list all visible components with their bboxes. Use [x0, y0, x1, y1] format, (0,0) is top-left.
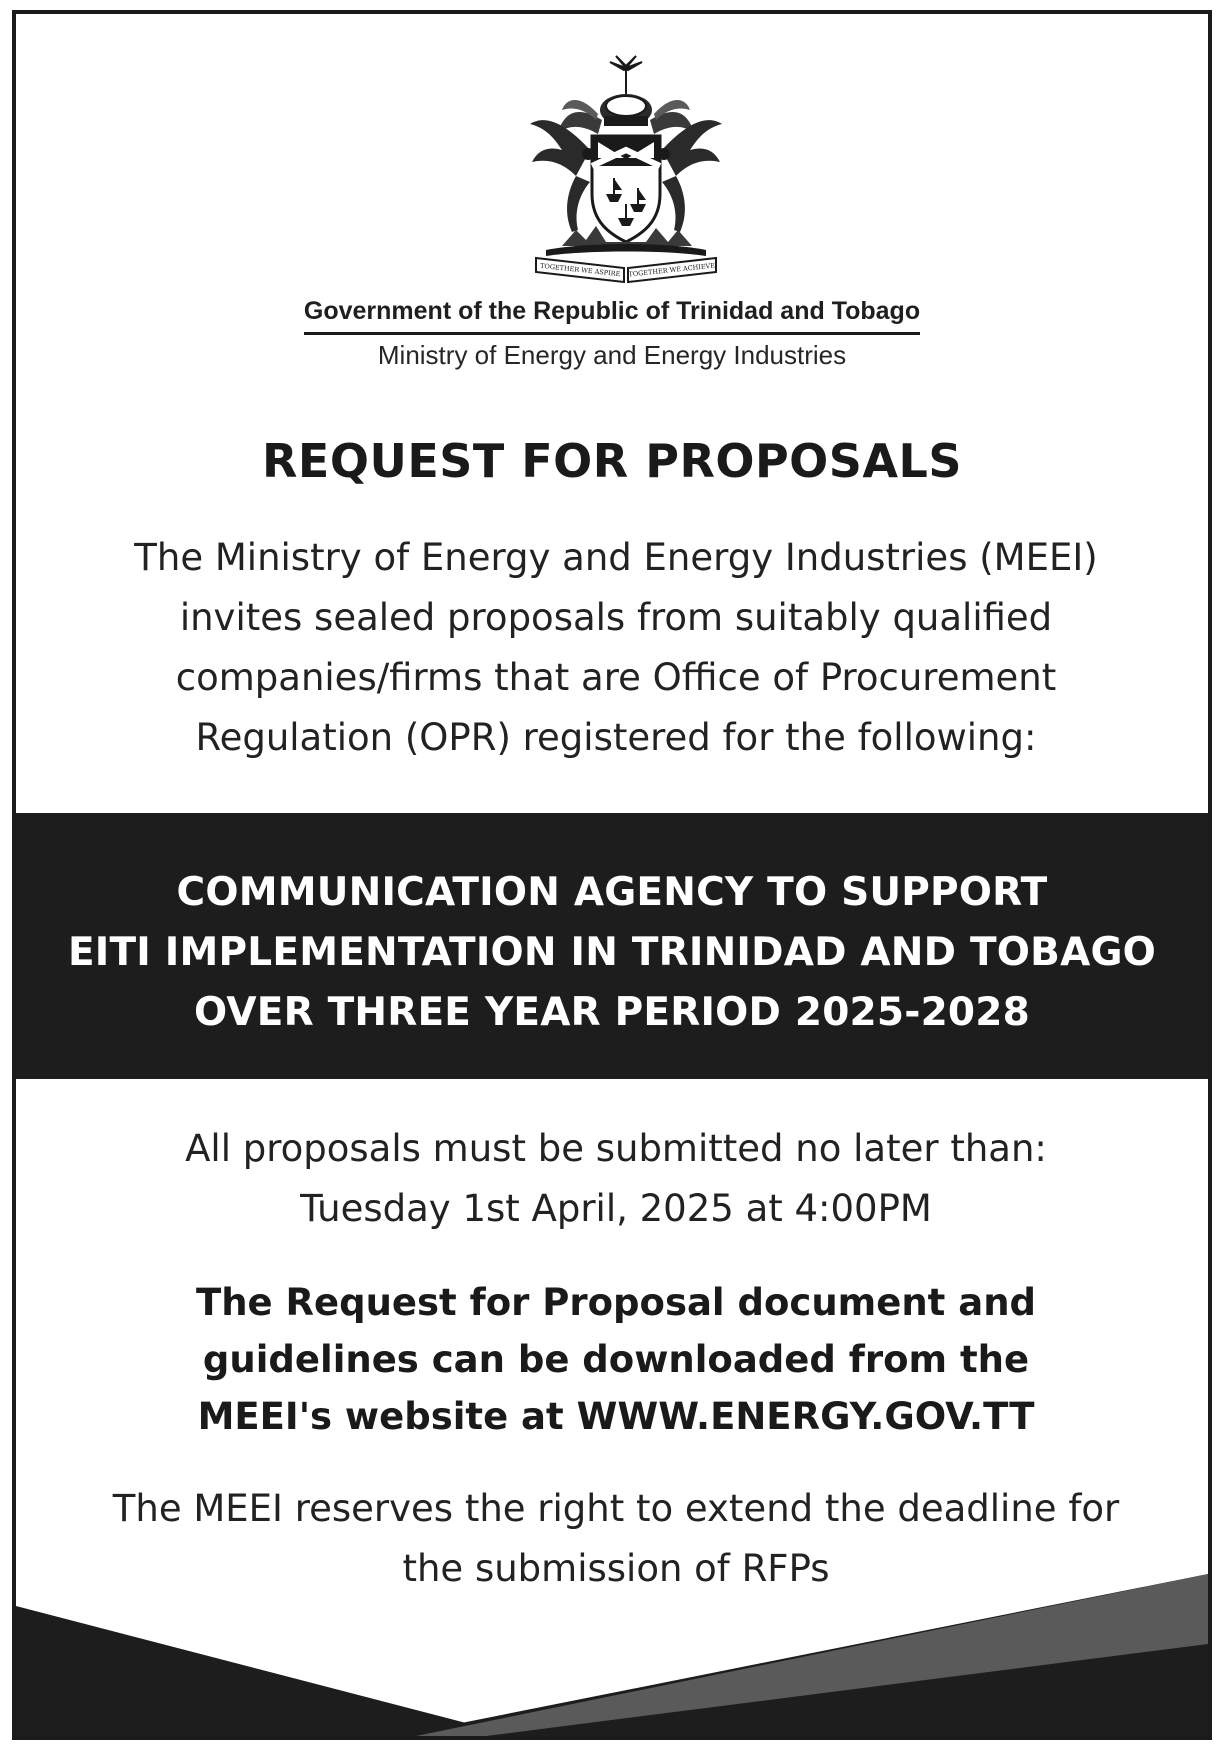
deadline-line: All proposals must be submitted no later than: — [185, 1127, 1047, 1170]
deadline-date: Tuesday 1st April, 2025 at 4:00PM — [300, 1187, 932, 1230]
download-line: MEEI's website at WWW.ENERGY.GOV.TT — [197, 1395, 1035, 1438]
intro-paragraph — [46, 528, 1186, 768]
intro-line: companies/firms that are Office of Procurement — [175, 656, 1057, 699]
motto-left-text: TOGETHER WE ASPIRE — [539, 261, 621, 279]
government-heading: Government of the Republic of Trinidad and Tobago — [304, 297, 920, 335]
project-line: COMMUNICATION AGENCY TO SUPPORT — [176, 870, 1048, 915]
project-title — [26, 863, 1198, 1043]
reserve-line: The MEEI reserves the right to extend the deadline for — [112, 1487, 1120, 1530]
download-paragraph — [46, 1274, 1186, 1445]
footer-decoration — [16, 1574, 1208, 1736]
project-line: EITI IMPLEMENTATION IN TRINIDAD AND TOBAGO — [67, 930, 1157, 975]
coat-of-arms-emblem — [506, 54, 746, 294]
intro-line: Regulation (OPR) registered for the following: — [195, 716, 1037, 759]
footer-dark-wedge — [16, 1606, 516, 1736]
reserve-line: the submission of RFPs — [402, 1547, 830, 1590]
motto-right-text: TOGETHER WE ACHIEVE — [628, 261, 716, 279]
download-line: guidelines can be downloaded from the — [202, 1338, 1030, 1381]
notice-title: REQUEST FOR PROPOSALS — [262, 434, 962, 488]
intro-line: invites sealed proposals from suitably qualified — [179, 596, 1053, 639]
ministry-name: Ministry of Energy and Energy Industries — [377, 340, 847, 370]
download-line: The Request for Proposal document and — [195, 1281, 1037, 1324]
notice-frame — [12, 10, 1212, 1740]
project-line: OVER THREE YEAR PERIOD 2025-2028 — [194, 990, 1030, 1035]
deadline-paragraph — [46, 1119, 1186, 1239]
government-heading-wrap — [16, 297, 1208, 335]
intro-line: The Ministry of Energy and Energy Industries (MEEI) — [134, 536, 1098, 579]
